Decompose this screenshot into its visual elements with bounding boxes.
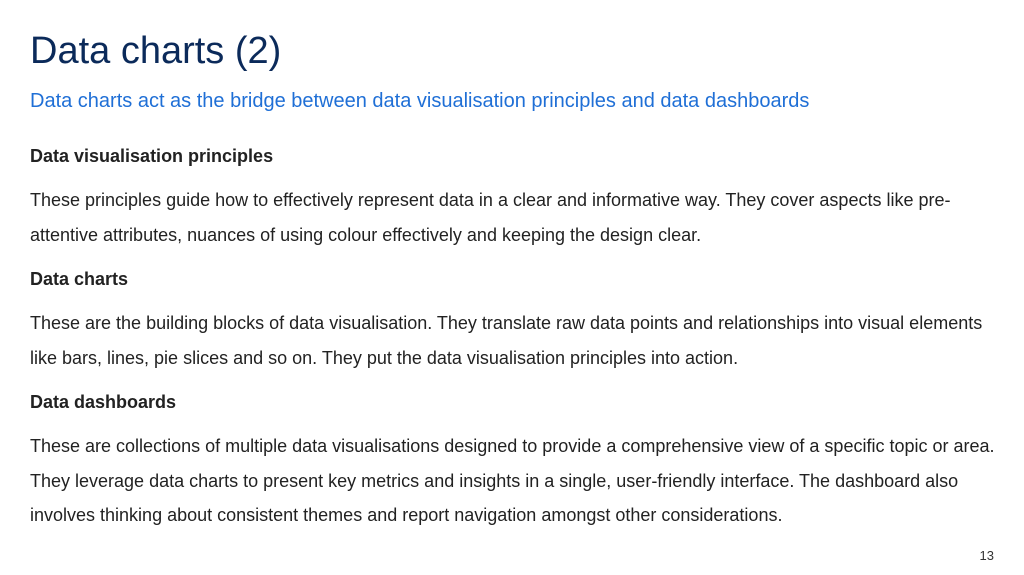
section-body: These principles guide how to effectively represent data in a clear and informative way. They cover aspects like pre-attentive attributes, nuances of using colour effectively and keeping the design clear. [30,190,951,245]
section-heading: Data visualisation principles [30,146,274,166]
slide-subtitle: Data charts act as the bridge between data visualisation principles and data dashboards [30,90,810,112]
page-number: 13 [979,548,994,563]
section-heading: Data dashboards [30,392,177,412]
slide-content [30,142,995,546]
section-data-dashboards [30,388,995,533]
section-body: These are collections of multiple data visualisations designed to provide a comprehensive view of a specific topic or area. They leverage data charts to present key metrics and insights in a single, user-friendly interface. The dashboard also involves thinking about consistent themes and report navigation amongst other considerations. [30,436,995,525]
section-heading: Data charts [30,269,129,289]
section-data-visualisation-principles [30,142,995,252]
section-body: These are the building blocks of data visualisation. They translate raw data points and relationships into visual elements like bars, lines, pie slices and so on. They put the data visualisation principles into action. [30,313,983,368]
slide-title: Data charts (2) [30,30,282,72]
section-data-charts [30,265,995,375]
